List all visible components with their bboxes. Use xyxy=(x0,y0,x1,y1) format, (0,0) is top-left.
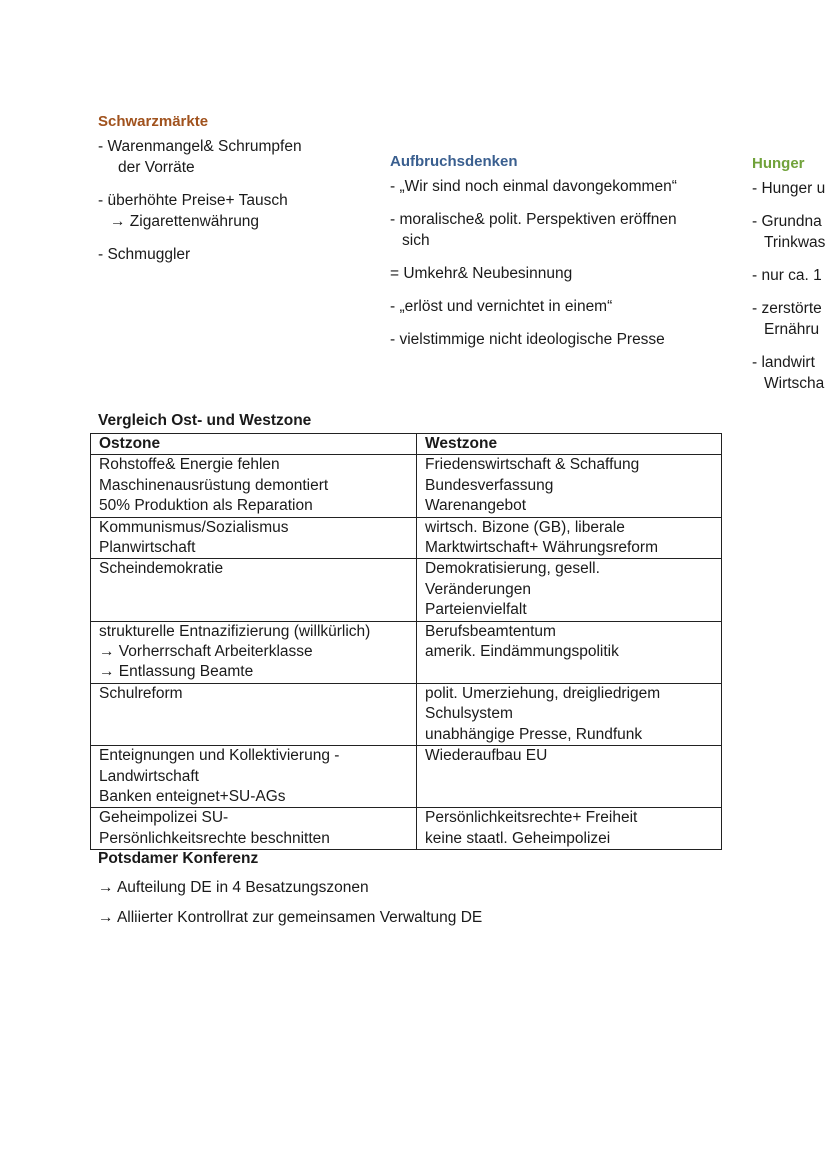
aufbruchsdenken-section xyxy=(390,151,677,362)
table-row xyxy=(91,683,722,745)
cell-line: wirtsch. Bizone (GB), liberale xyxy=(425,518,625,536)
ost-cell xyxy=(91,621,417,683)
cell-line: keine staatl. Geheimpolizei xyxy=(425,829,611,847)
cell-line: Enteignungen und Kollektivierung - xyxy=(99,747,340,765)
ost-cell xyxy=(91,455,417,517)
potsdam-section xyxy=(98,850,482,937)
header-westzone: Westzone xyxy=(417,434,722,455)
list-item xyxy=(390,176,677,197)
table-row xyxy=(91,621,722,683)
cell-line: unabhängige Presse, Rundfunk xyxy=(425,725,643,743)
list-item-line: - „erlöst und vernichtet in einem“ xyxy=(390,298,613,315)
cell-line: → Entlassung Beamte xyxy=(99,663,254,681)
list-item-line: Trinkwas xyxy=(764,234,826,251)
cell-line: Demokratisierung, gesell. xyxy=(425,560,600,578)
header-ostzone: Ostzone xyxy=(91,434,417,455)
list-item-line: - „Wir sind noch einmal davongekommen“ xyxy=(390,178,677,195)
list-item-line: - vielstimmige nicht ideologische Presse xyxy=(390,331,665,348)
hunger-heading: Hunger xyxy=(752,155,805,172)
ost-cell xyxy=(91,517,417,559)
hunger-section xyxy=(752,153,828,406)
list-item xyxy=(390,329,677,350)
table-row xyxy=(91,808,722,850)
ost-cell xyxy=(91,746,417,808)
cell-line: Warenangebot xyxy=(425,497,527,515)
cell-line: Berufsbeamtentum xyxy=(425,622,556,640)
list-item-line: - überhöhte Preise+ Tausch xyxy=(98,192,288,209)
list-item-line: - landwirt xyxy=(752,354,815,371)
cell-line: Friedenswirtschaft & Schaffung xyxy=(425,456,640,474)
west-cell xyxy=(417,808,722,850)
potsdam-heading: Potsdamer Konferenz xyxy=(98,850,259,867)
cell-line: Maschinenausrüstung demontiert xyxy=(99,476,329,494)
ost-cell xyxy=(91,559,417,621)
comparison-table xyxy=(90,433,722,850)
list-item-line: - nur ca. 1 xyxy=(752,267,822,284)
west-cell xyxy=(417,746,722,808)
cell-line: 50% Produktion als Reparation xyxy=(99,497,313,515)
cell-line: Rohstoffe& Energie fehlen xyxy=(99,456,280,474)
list-item xyxy=(390,263,677,284)
comparison-title: Vergleich Ost- und Westzone xyxy=(98,412,312,429)
table-row xyxy=(91,455,722,517)
ost-cell xyxy=(91,683,417,745)
cell-line: Kommunismus/Sozialismus xyxy=(99,518,289,536)
west-cell xyxy=(417,683,722,745)
list-item xyxy=(752,352,828,394)
cell-line: Landwirtschaft xyxy=(99,767,199,785)
cell-line: Schulreform xyxy=(99,684,183,702)
list-item-line: der Vorräte xyxy=(118,159,195,176)
list-item-line: Wirtscha xyxy=(764,375,825,392)
schwarzmaerkte-heading: Schwarzmärkte xyxy=(98,113,209,130)
cell-line: Schulsystem xyxy=(425,705,513,723)
table-header-row xyxy=(91,434,722,455)
cell-line: Banken enteignet+SU-AGs xyxy=(99,787,286,805)
list-item-line: - Warenmangel& Schrumpfen xyxy=(98,138,302,155)
list-item xyxy=(752,211,828,253)
list-item xyxy=(752,298,828,340)
list-item xyxy=(98,244,302,265)
list-item-line: - Grundna xyxy=(752,213,822,230)
table-row xyxy=(91,559,722,621)
list-item xyxy=(752,178,828,199)
list-item xyxy=(752,265,828,286)
list-item xyxy=(98,190,302,232)
table-row xyxy=(91,517,722,559)
cell-line: amerik. Eindämmungspolitik xyxy=(425,643,619,661)
cell-line: Planwirtschaft xyxy=(99,539,196,557)
cell-line: strukturelle Entnazifizierung (willkürlich) xyxy=(99,622,371,640)
cell-line: polit. Umerziehung, dreigliedrigem xyxy=(425,684,661,702)
list-item-line: - zerstörte xyxy=(752,300,822,317)
cell-line: Marktwirtschaft+ Währungsreform xyxy=(425,539,658,557)
list-item xyxy=(98,136,302,178)
list-item-line: sich xyxy=(402,232,430,249)
west-cell xyxy=(417,559,722,621)
aufbruchsdenken-heading: Aufbruchsdenken xyxy=(390,153,518,170)
ost-cell xyxy=(91,808,417,850)
list-item-line: - Hunger u xyxy=(752,180,826,197)
cell-line: Veränderungen xyxy=(425,580,532,598)
cell-line: Bundesverfassung xyxy=(425,476,554,494)
cell-line: Scheindemokratie xyxy=(99,560,224,578)
west-cell xyxy=(417,621,722,683)
list-item-line: → Zigarettenwährung xyxy=(110,213,260,230)
list-item-line: Ernähru xyxy=(764,321,820,338)
west-cell xyxy=(417,455,722,517)
table-row xyxy=(91,746,722,808)
west-cell xyxy=(417,517,722,559)
list-item xyxy=(390,209,677,251)
cell-line: Persönlichkeitsrechte+ Freiheit xyxy=(425,809,638,827)
list-item: → Alliierter Kontrollrat zur gemeinsamen Verwaltung DE xyxy=(98,909,483,926)
list-item: → Aufteilung DE in 4 Besatzungszonen xyxy=(98,879,369,896)
list-item-line: - Schmuggler xyxy=(98,246,191,263)
list-item-line: - moralische& polit. Perspektiven eröffnen xyxy=(390,211,677,228)
cell-line: Parteienvielfalt xyxy=(425,601,527,619)
cell-line: Geheimpolizei SU- xyxy=(99,809,229,827)
list-item xyxy=(390,296,677,317)
list-item-line: = Umkehr& Neubesinnung xyxy=(390,265,573,282)
cell-line: → Vorherrschaft Arbeiterklasse xyxy=(99,643,313,661)
cell-line: Wiederaufbau EU xyxy=(425,747,548,765)
schwarzmaerkte-section xyxy=(98,111,302,277)
cell-line: Persönlichkeitsrechte beschnitten xyxy=(99,829,330,847)
